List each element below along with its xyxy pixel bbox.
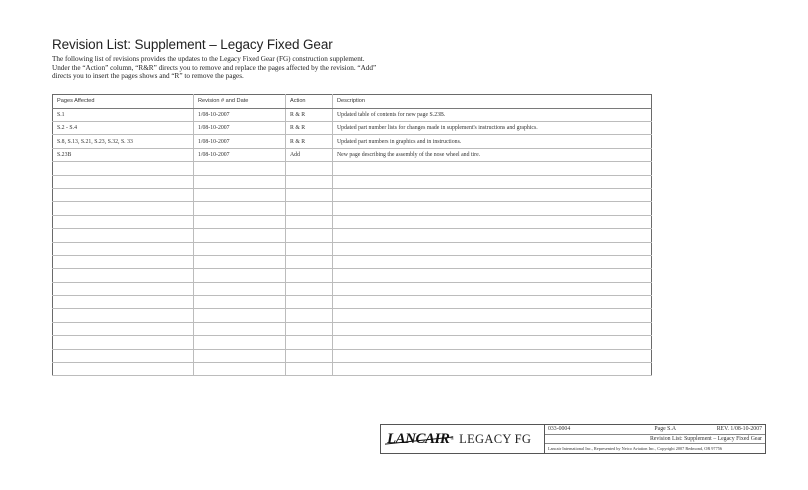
table-row — [53, 349, 652, 362]
page-label: Page S.A — [654, 426, 676, 433]
table-row — [53, 282, 652, 295]
product-name: LEGACY FG — [459, 431, 532, 446]
table-row — [53, 202, 652, 215]
cell-action — [286, 349, 333, 362]
cell-action — [286, 175, 333, 188]
table-row — [53, 215, 652, 228]
doc-title: Revision List: Supplement – Legacy Fixed Gear — [649, 436, 762, 442]
doc-title-row — [545, 435, 765, 445]
cell-revision-date: 1/08-10-2007 — [194, 108, 286, 121]
cell-description: New page describing the assembly of the nose wheel and tire. — [333, 148, 652, 161]
table-row — [53, 322, 652, 335]
table-row — [53, 229, 652, 242]
cell-pages-affected — [53, 336, 194, 349]
table-row — [53, 242, 652, 255]
cell-revision-date — [194, 215, 286, 228]
cell-action — [286, 229, 333, 242]
cell-description — [333, 363, 652, 376]
cell-description: Updated part numbers in graphics and in instructions. — [333, 135, 652, 148]
header-pages-affected: Pages Affected — [53, 95, 194, 109]
intro-paragraph — [52, 55, 412, 81]
cell-description — [333, 282, 652, 295]
cell-pages-affected — [53, 349, 194, 362]
cell-action: Add — [286, 148, 333, 161]
cell-pages-affected — [53, 162, 194, 175]
cell-revision-date — [194, 242, 286, 255]
header-description: Description — [333, 95, 652, 109]
table-row — [53, 188, 652, 201]
cell-pages-affected — [53, 269, 194, 282]
cell-description — [333, 215, 652, 228]
cell-description: Updated part number lists for changes made in supplement's instructions and graphics. — [333, 121, 652, 134]
table-row — [53, 363, 652, 376]
cell-action — [286, 336, 333, 349]
cell-revision-date — [194, 229, 286, 242]
cell-action — [286, 296, 333, 309]
cell-description: Updated table of contents for new page S.23B. — [333, 108, 652, 121]
cell-revision-date — [194, 363, 286, 376]
revision-table-body — [53, 108, 652, 376]
logo-area — [381, 425, 545, 453]
cell-pages-affected — [53, 255, 194, 268]
cell-action — [286, 322, 333, 335]
cell-revision-date — [194, 202, 286, 215]
table-row — [53, 135, 652, 148]
cell-revision-date: 1/08-10-2007 — [194, 135, 286, 148]
cell-pages-affected — [53, 309, 194, 322]
page-title: Revision List: Supplement – Legacy Fixed Gear — [52, 37, 333, 52]
header-action: Action — [286, 95, 333, 109]
cell-pages-affected — [53, 188, 194, 201]
cell-pages-affected — [53, 215, 194, 228]
cell-action — [286, 363, 333, 376]
cell-description — [333, 336, 652, 349]
table-row — [53, 269, 652, 282]
cell-action — [286, 255, 333, 268]
title-block — [380, 424, 766, 454]
cell-action: R & R — [286, 121, 333, 134]
table-row — [53, 255, 652, 268]
cell-action: R & R — [286, 108, 333, 121]
registered-mark: ® — [450, 436, 455, 442]
cell-pages-affected: S.2 - S.4 — [53, 121, 194, 134]
intro-line: Under the “Action” column, “R&R” directs you to remove and replace the pages affected by the revision. “Add” — [52, 63, 377, 72]
cell-description — [333, 255, 652, 268]
table-header-row — [53, 95, 652, 109]
revision-label: REV. 1/08-10-2007 — [716, 426, 762, 433]
cell-revision-date — [194, 188, 286, 201]
cell-pages-affected — [53, 363, 194, 376]
cell-revision-date — [194, 322, 286, 335]
doc-info — [545, 425, 765, 453]
revision-table — [52, 94, 652, 376]
cell-description — [333, 296, 652, 309]
cell-action — [286, 202, 333, 215]
table-row — [53, 296, 652, 309]
doc-number: 033-0004 — [548, 426, 571, 433]
cell-description — [333, 202, 652, 215]
table-row — [53, 148, 652, 161]
cell-action — [286, 242, 333, 255]
cell-pages-affected — [53, 242, 194, 255]
table-row — [53, 309, 652, 322]
copyright: Lancair International Inc., Represented by Neico Aviation Inc., Copyright 2007 Redmond, OR 97756 — [548, 446, 723, 452]
table-row — [53, 336, 652, 349]
cell-action — [286, 309, 333, 322]
cell-pages-affected — [53, 229, 194, 242]
cell-revision-date — [194, 309, 286, 322]
cell-pages-affected — [53, 202, 194, 215]
cell-action — [286, 215, 333, 228]
cell-pages-affected: S.1 — [53, 108, 194, 121]
cell-description — [333, 162, 652, 175]
cell-action: R & R — [286, 135, 333, 148]
doc-info-row — [545, 425, 765, 435]
cell-revision-date — [194, 349, 286, 362]
cell-revision-date — [194, 175, 286, 188]
cell-pages-affected — [53, 282, 194, 295]
cell-action — [286, 162, 333, 175]
cell-pages-affected: S.8, S.13, S.21, S.23, S.32, S. 33 — [53, 135, 194, 148]
cell-revision-date — [194, 336, 286, 349]
intro-line: The following list of revisions provides the updates to the Legacy Fixed Gear (FG) construction supplement. — [52, 55, 365, 63]
cell-description — [333, 175, 652, 188]
lancair-logo: LANCAIR — [387, 430, 450, 447]
cell-description — [333, 349, 652, 362]
cell-revision-date — [194, 255, 286, 268]
cell-revision-date — [194, 282, 286, 295]
intro-line: directs you to insert the pages shows and “R” to remove the pages. — [52, 72, 244, 81]
copyright-row — [545, 444, 765, 453]
cell-description — [333, 309, 652, 322]
cell-action — [286, 269, 333, 282]
cell-revision-date: 1/08-10-2007 — [194, 121, 286, 134]
cell-pages-affected — [53, 322, 194, 335]
cell-pages-affected: S.23B — [53, 148, 194, 161]
cell-pages-affected — [53, 175, 194, 188]
cell-action — [286, 282, 333, 295]
table-row — [53, 121, 652, 134]
cell-description — [333, 322, 652, 335]
cell-description — [333, 269, 652, 282]
header-revision-date: Revision # and Date — [194, 95, 286, 109]
cell-pages-affected — [53, 296, 194, 309]
cell-action — [286, 188, 333, 201]
cell-revision-date — [194, 269, 286, 282]
cell-revision-date: 1/08-10-2007 — [194, 148, 286, 161]
cell-description — [333, 188, 652, 201]
cell-revision-date — [194, 296, 286, 309]
table-row — [53, 108, 652, 121]
cell-description — [333, 242, 652, 255]
cell-revision-date — [194, 162, 286, 175]
table-row — [53, 162, 652, 175]
table-row — [53, 175, 652, 188]
cell-description — [333, 229, 652, 242]
